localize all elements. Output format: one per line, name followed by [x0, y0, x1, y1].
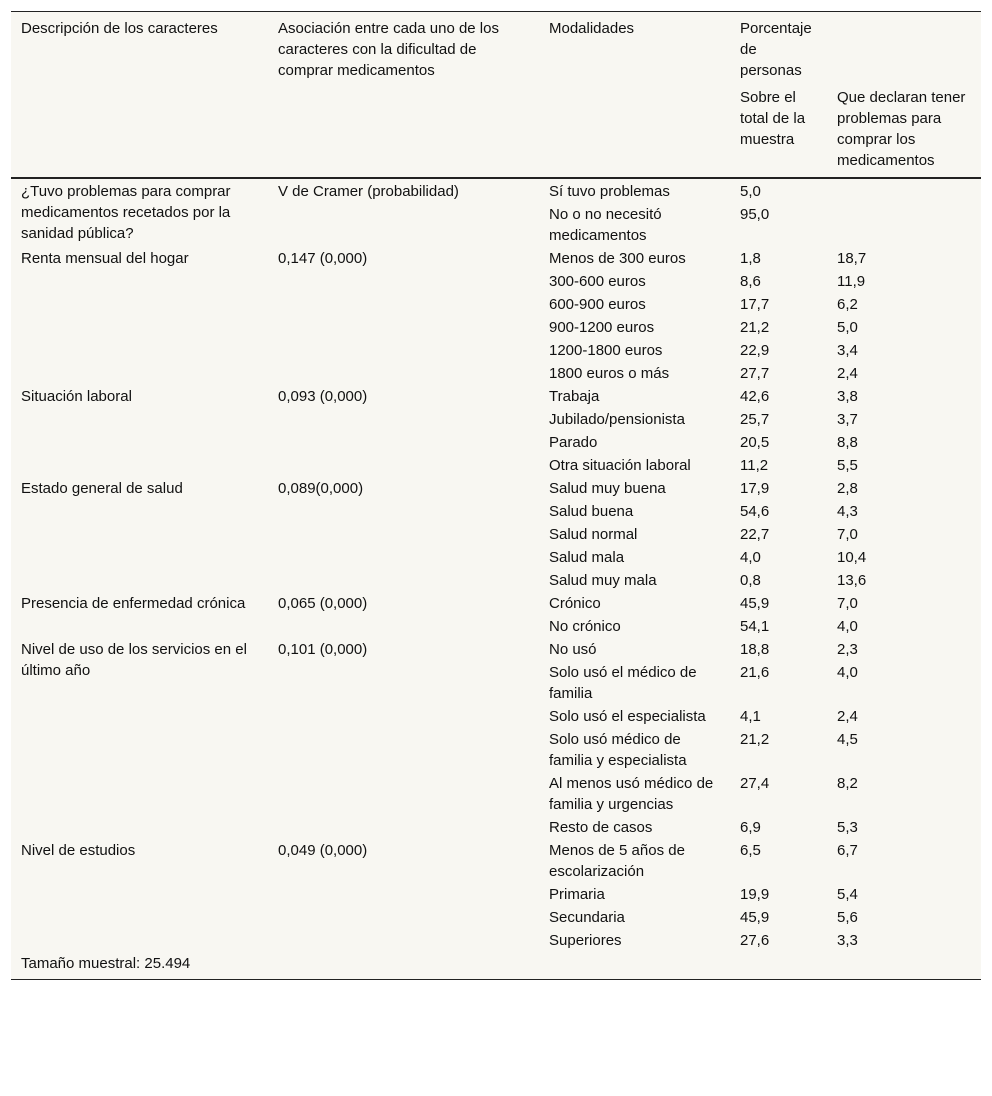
row-association: V de Cramer (probabilidad): [278, 183, 459, 200]
row-association: 0,147 (0,000): [278, 250, 368, 267]
row-description: Nivel de estudios: [21, 842, 136, 859]
row-description: Nivel de uso de los servicios en el último año: [21, 641, 247, 679]
row-problems-percentage: 5,5: [837, 457, 858, 474]
row-modality: Jubilado/pensionista: [549, 411, 685, 428]
row-problems-percentage: 3,8: [837, 388, 858, 405]
table-row: [11, 385, 981, 408]
row-problems-percentage: 5,4: [837, 886, 858, 903]
row-total-percentage: 21,2: [740, 319, 770, 336]
row-modality: Primaria: [549, 886, 605, 903]
row-total-percentage: 5,0: [740, 183, 761, 200]
row-modality: Parado: [549, 434, 598, 451]
row-total-percentage: 6,5: [740, 842, 761, 859]
row-problems-percentage: 7,0: [837, 595, 858, 612]
sample-size-note: Tamaño muestral: 25.494: [21, 955, 191, 972]
row-modality: Sí tuvo problemas: [549, 183, 670, 200]
row-total-percentage: 22,9: [740, 342, 770, 359]
row-modality: Solo usó médico de familia y especialista: [549, 731, 687, 769]
row-modality: No o no necesitó medicamentos: [549, 206, 662, 244]
row-problems-percentage: 2,4: [837, 365, 858, 382]
row-problems-percentage: 7,0: [837, 526, 858, 543]
row-modality: Otra situación laboral: [549, 457, 691, 474]
table-row: [11, 592, 981, 615]
row-problems-percentage: 3,7: [837, 411, 858, 428]
row-modality: No usó: [549, 641, 597, 658]
row-total-percentage: 22,7: [740, 526, 770, 543]
row-modality: Secundaria: [549, 909, 625, 926]
row-problems-percentage: 4,5: [837, 731, 858, 748]
row-modality: Crónico: [549, 595, 601, 612]
row-total-percentage: 21,2: [740, 731, 770, 748]
table-row: [11, 247, 981, 270]
row-total-percentage: 0,8: [740, 572, 761, 589]
row-problems-percentage: 6,7: [837, 842, 858, 859]
table-row: [11, 178, 981, 203]
data-table: [11, 11, 981, 980]
row-modality: Salud muy buena: [549, 480, 666, 497]
row-total-percentage: 54,6: [740, 503, 770, 520]
row-total-percentage: 4,1: [740, 708, 761, 725]
row-total-percentage: 27,4: [740, 775, 770, 792]
row-association: 0,093 (0,000): [278, 388, 368, 405]
row-association: 0,089(0,000): [278, 480, 364, 497]
data-table-container: [11, 11, 981, 980]
row-modality: Solo usó el médico de familia: [549, 664, 697, 702]
row-total-percentage: 17,9: [740, 480, 770, 497]
row-problems-percentage: 5,6: [837, 909, 858, 926]
row-description: Presencia de enfermedad crónica: [21, 595, 246, 612]
header-percentage-spacer: [827, 12, 981, 83]
row-total-percentage: 17,7: [740, 296, 770, 313]
row-problems-percentage: 18,7: [837, 250, 867, 267]
row-description: ¿Tuvo problemas para comprar medicamentos recetados por la sanidad pública?: [21, 183, 231, 242]
row-description: Situación laboral: [21, 388, 132, 405]
row-total-percentage: 6,9: [740, 819, 761, 836]
header-percentage: Porcentaje de personas: [740, 20, 812, 79]
row-total-percentage: 42,6: [740, 388, 770, 405]
row-problems-percentage: 10,4: [837, 549, 867, 566]
row-total-percentage: 18,8: [740, 641, 770, 658]
row-total-percentage: 20,5: [740, 434, 770, 451]
row-association: 0,049 (0,000): [278, 842, 368, 859]
row-total-percentage: 27,7: [740, 365, 770, 382]
row-total-percentage: 45,9: [740, 595, 770, 612]
row-total-percentage: 8,6: [740, 273, 761, 290]
row-problems-percentage: 13,6: [837, 572, 867, 589]
row-problems-percentage: 3,3: [837, 932, 858, 949]
row-total-percentage: 45,9: [740, 909, 770, 926]
row-total-percentage: 11,2: [740, 457, 769, 474]
row-problems-percentage: [827, 178, 981, 203]
row-problems-percentage: 3,4: [837, 342, 858, 359]
row-description: Estado general de salud: [21, 480, 183, 497]
row-modality: Menos de 300 euros: [549, 250, 686, 267]
row-modality: 1200-1800 euros: [549, 342, 663, 359]
row-modality: Trabaja: [549, 388, 600, 405]
row-modality: 900-1200 euros: [549, 319, 655, 336]
row-problems-percentage: 8,2: [837, 775, 858, 792]
table-header: [11, 12, 981, 179]
row-total-percentage: 27,6: [740, 932, 770, 949]
row-problems-percentage: 2,4: [837, 708, 858, 725]
header-sample-total: Sobre el total de la muestra: [740, 89, 806, 148]
header-description: Descripción de los caracteres: [21, 20, 218, 37]
row-modality: 300-600 euros: [549, 273, 646, 290]
row-problems-percentage: 5,0: [837, 319, 858, 336]
row-total-percentage: 25,7: [740, 411, 770, 428]
table-body: [11, 178, 981, 952]
row-total-percentage: 1,8: [740, 250, 761, 267]
row-modality: Salud buena: [549, 503, 634, 520]
row-modality: Al menos usó médico de familia y urgencias: [549, 775, 714, 813]
row-problems-percentage: [827, 203, 981, 247]
row-problems-percentage: 4,0: [837, 664, 858, 681]
row-modality: Resto de casos: [549, 819, 653, 836]
row-modality: Salud muy mala: [549, 572, 657, 589]
row-modality: Solo usó el especialista: [549, 708, 706, 725]
row-problems-percentage: 5,3: [837, 819, 858, 836]
row-total-percentage: 19,9: [740, 886, 770, 903]
row-modality: No crónico: [549, 618, 621, 635]
row-modality: Salud mala: [549, 549, 625, 566]
row-modality: Superiores: [549, 932, 622, 949]
row-description: Renta mensual del hogar: [21, 250, 189, 267]
header-modalities: Modalidades: [549, 20, 635, 37]
row-association: 0,101 (0,000): [278, 641, 368, 658]
row-modality: Menos de 5 años de escolarización: [549, 842, 685, 880]
row-problems-percentage: 8,8: [837, 434, 858, 451]
row-modality: 600-900 euros: [549, 296, 646, 313]
header-with-problems: Que declaran tener problemas para comprar los medicamentos: [837, 89, 966, 169]
row-total-percentage: 54,1: [740, 618, 770, 635]
row-problems-percentage: 2,8: [837, 480, 858, 497]
table-row: [11, 839, 981, 883]
row-problems-percentage: 2,3: [837, 641, 858, 658]
row-association: 0,065 (0,000): [278, 595, 368, 612]
row-problems-percentage: 6,2: [837, 296, 858, 313]
row-modality: 1800 euros o más: [549, 365, 670, 382]
header-association: Asociación entre cada uno de los caracteres con la dificultad de comprar medicamentos: [278, 20, 499, 79]
row-problems-percentage: 4,3: [837, 503, 858, 520]
table-row: [11, 477, 981, 500]
table-row: [11, 638, 981, 661]
row-problems-percentage: 11,9: [837, 273, 866, 290]
row-problems-percentage: 4,0: [837, 618, 858, 635]
row-modality: Salud normal: [549, 526, 638, 543]
row-total-percentage: 21,6: [740, 664, 770, 681]
row-total-percentage: 4,0: [740, 549, 761, 566]
row-total-percentage: 95,0: [740, 206, 770, 223]
